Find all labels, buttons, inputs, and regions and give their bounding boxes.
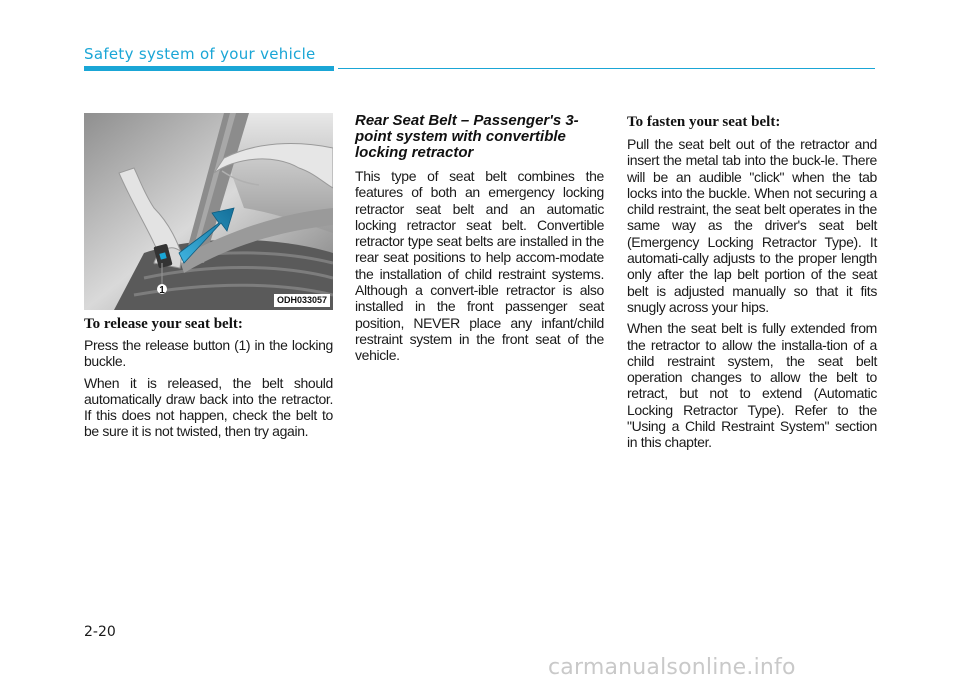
callout-number: 1 [159,285,165,296]
rear-seat-belt-heading: Rear Seat Belt – Passenger's 3-point system with convertible locking retractor [355,112,579,161]
fasten-paragraph-2: When the seat belt is fully extended from the retractor to allow the installa-tion of a child restraint system, the seat belt operation changes to allow the belt to retract, but not to extend (Automatic Locking Retractor Type). Refer to the "Using a Child Restraint System" section in this chapter. [627,320,877,451]
right-column [627,113,877,451]
fasten-paragraph-1: Pull the seat belt out of the retractor and insert the metal tab into the buck-le. There will be an audible "click" when the tab locks into the buckle. When not securing a child restraint, the seat belt operates in the same way as the driver's seat belt (Emergency Locking Retractor Type). It automati-cally adjusts to the proper length only after the lap belt portion of the seat belt is adjusted manually so that it fits snugly across your hips. [627,136,877,315]
middle-column [355,113,604,364]
fasten-heading: To fasten your seat belt: [627,114,781,130]
watermark: carmanualsonline.info [548,655,796,680]
release-paragraph-2: When it is released, the belt should automatically draw back into the retractor. If this does not happen, check the belt to be sure it is not twisted, then try again. [84,374,333,440]
seat-belt-photo [84,113,333,310]
page-number: 2-20 [84,624,116,640]
release-heading: To release your seat belt: [84,316,243,332]
header-rule [338,68,875,69]
left-column [84,315,333,440]
figure-code: ODH033057 [274,294,330,307]
header-accent-bar [84,66,334,71]
release-paragraph-1: Press the release button (1) in the locking buckle. [84,337,333,370]
section-title: Safety system of your vehicle [84,45,316,63]
rear-seat-belt-paragraph: This type of seat belt combines the features of both an emergency locking retractor seat belt and an automatic locking retractor seat belt. Convertible retractor type seat belts are installed in the rear seat positions to help accom-modate the installation of child restraint systems. Although a convert-ible retractor is also installed in the front passenger seat position, NEVER place any infant/child restraint system in the front seat of the vehicle. [355,168,604,364]
seat-belt-illustration [84,113,333,310]
